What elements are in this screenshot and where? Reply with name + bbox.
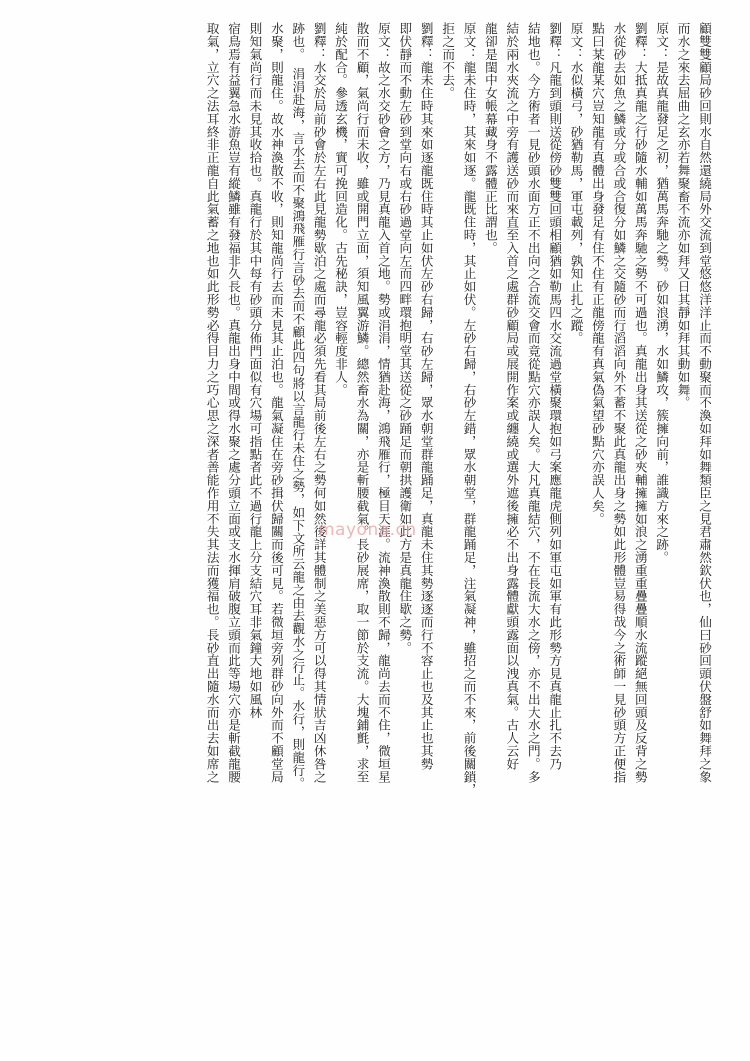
text-column: 原文：故之水交砂會之方，乃見真龍入首之地。勢或涓涓，情猶赴海，鴻飛雁行，極目天涯。流神渙散則不歸，龍尚去而不住，微垣星 xyxy=(375,22,391,784)
text-column: 純於配合。參透玄機，實可挽回造化。古先秘訣，豈容輕度非人。 xyxy=(333,22,349,397)
text-column: 結地也。今方術者一見砂頭水面方正不出向之合流交會而竟從點穴亦誤人矣。大凡真龍結穴，不在長流大水之傍，亦不出大水之門。多 xyxy=(525,22,541,784)
text-column: 宿鳥焉有益翼急水游魚豈有縱鱗雖有發福非久長也。真龍出身中間或得水聚之處分頭立面或支水揮肩破腹立頭而此等場穴亦是斬截龍腰 xyxy=(226,22,242,784)
text-column: 龍卻是閨中女帳幕藏身不露體正比謂也。 xyxy=(482,22,498,255)
text-column: 原文：龍未住時，其來如逐。龍既住時，其止如伏。左砂右歸，右砂左錯，眾水朝堂，群龍踊足，注氣凝神，雖招之而不來，前後關鎖， xyxy=(461,22,477,796)
text-column: 拒之而不去。 xyxy=(440,22,456,100)
text-column: 則知氣尚行而未見其收拾也。真龍行於其中每有砂頭分佈門面似有穴場可指點者此不過行龍上分支結穴耳非氣鐘大地如風林 xyxy=(247,22,263,719)
text-column: 水從砂去如魚之鱗或分或合或合復分如鱗之交隨砂而行滔滔向外不蓄不聚此真龍出身之勢如此形體豈易得哉今之術師一見砂頭方正便指 xyxy=(611,22,627,784)
text-column: 散而不顧，氣尚行而未收，雖或開門立面，須知風翼游鱗。總然畜水為關，亦是斬腰截氣。長砂展席，取一節於支流。大塊鋪氈，求至 xyxy=(354,22,370,784)
text-column: 劉釋：龍未住時其來如逐龍既住時其止如伏左砂右歸，右砂左歸，眾水朝堂群龍踊足，真龍未住其勢逐逐而行不容止也及其止也其勢 xyxy=(418,22,434,771)
text-column: 水聚，則龍住。故水神渙散不收，則知龍尚行去而未見其止泊也。龍氣凝住在旁砂揖伏歸關而後可見。若微垣旁列群砂向外而不顧堂局 xyxy=(268,22,284,784)
text-column: 跡也。 涓涓赴海，言水去而不聚鴻飛雁行言砂去而不顧此四句將以言龍行未住之勢，如下文所云龍之由去觀水之行止。水行，則龍行。 xyxy=(290,22,306,790)
text-column: 劉釋：凡龍到頭則送從傍砂雙雙回頭相顧猶如勒馬四水交流過堂橫聚環抱如弓案應龍虎側列如軍屯如軍有此形勢方見真龍止扎不去乃 xyxy=(547,22,563,771)
text-column: 原文：水似橫弓，砂猶勒馬，軍屯載列，孰知止扎之蹤。 xyxy=(568,22,584,345)
text-column: 即伏靜而不動左砂到堂向右或右砂過堂向左而四畔環抱明堂其送從之砂踊足而朝拱護衛如此方是真龍住歇之勢。 xyxy=(397,22,413,655)
text-column: 顧雙雙顧局砂回則水自然還繞局外交流到堂悠悠洋洋止而不動聚而不渙如拜如舞類臣之見君肅然欽伏也，仙曰砂回頭伏盤舒如舞拜之象 xyxy=(697,22,712,784)
watermark-text: mayona.cn xyxy=(318,520,417,540)
text-column: 結於兩水夾流之中旁有護送砂而來直至入首之處群砂顧局或展開作案或纏繞或選外遮後擁必不出身露體獻頭露面以洩真氣。古人云好 xyxy=(504,22,520,771)
text-column: 劉釋：水交於局前砂會於左右此見龍勢歇泊之處而尋龍必須先看其局前後左右之勢何如然後詳其體制之美惡方可以得其情狀吉凶休咎之 xyxy=(311,22,327,784)
text-column: 劉釋：大抵真龍之行砂隨水輔如萬馬奔馳之勢不可過也。真龍出身其送從之砂夾輔擁擁如浪之湧重重疊疊順水流蹤絕無回頭及反背之勢 xyxy=(632,22,648,784)
text-column: 點曰某龍某穴豈知龍有真體出身發足有住不住有正龍傍龍有真氣偽氣望砂點穴亦誤人矣。 xyxy=(589,22,605,526)
text-column: 而水之來去屈曲之玄亦若舞聚畜不流亦如拜又日其靜如拜其動如舞。 xyxy=(675,22,691,409)
text-column: 原文：是故真龍發足之初，猶萬馬奔馳之勢。砂如浪湧，水如鱗攻，簇擁向前，誰識方來之跡。 xyxy=(654,22,670,564)
text-column: 取氣，立穴之法耳終非正龍自此氣蓄之地也如此形勢必得目力之巧心思之深者善能作用不失其法而獲福也。長砂直出隨水而出去如席之 xyxy=(204,22,220,784)
